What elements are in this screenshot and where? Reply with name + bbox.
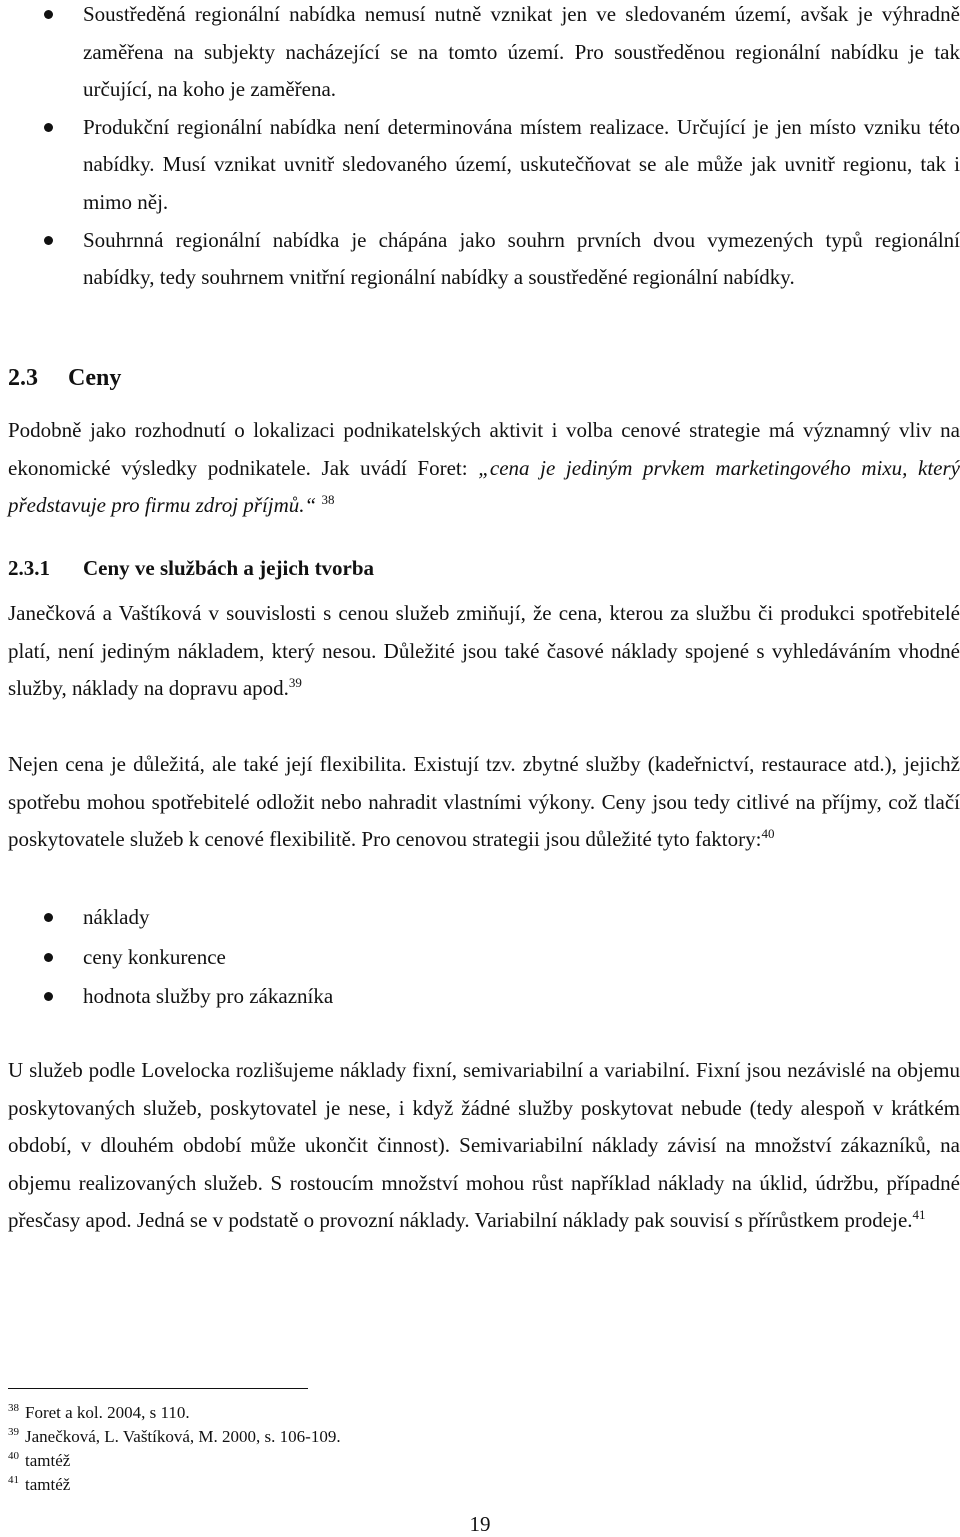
subsection-heading	[8, 556, 374, 581]
paragraph-flexibility: Nejen cena je důležitá, ale také její flexibilita. Existují tzv. zbytné služby (kadeřnictví, restaurace atd.), jejichž spotřebu mohou spotřebitelé odložit nebo nahradit vlastními výkony. Ceny jsou tedy citlivé na příjmy, což tlačí poskytovatele služeb k cenové flexibilitě. Pro cenovou strategii jsou důležité tyto faktory:$^{40}$	[8, 752, 960, 851]
footnote-ref-41: 41	[912, 1207, 926, 1222]
bullet-icon	[44, 123, 53, 132]
footnote: $^{41}$ tamtéž	[8, 1474, 71, 1494]
paragraph-lovelock: U služeb podle Lovelocka rozlišujeme náklady fixní, semivariabilní a variabilní. Fixní jsou nezávislé na objemu poskytovaných služeb, poskytovatel je nese, i když žádné služby poskytovat nebude (tedy alespoň v krátkém období, v dlouhém období může ukončit činnost). Semivariabilní náklady závisí na množství zákazníků, na objemu realizovaných služeb. S rostoucím množství mohou růst například náklady na úklid, údržbu, případné přesčasy apod. Jedná se v podstatě o provozní náklady. Variabilní náklady pak souvisí s přírůstkem prodeje.$^{41}$	[8, 1058, 960, 1232]
section-heading	[8, 365, 121, 392]
section-paragraph: Podobně jako rozhodnutí o lokalizaci podnikatelských aktivit i volba cenové strategie má významný vliv na ekonomické výsledky podnikatele. Jak uvádí Foret: „cena je jediným prvkem marketingového mixu, který představuje pro firmu zdroj příjmů.“ $^{38}$	[8, 418, 960, 517]
section-title: Ceny	[68, 365, 122, 391]
page-number: 19	[469, 1512, 491, 1536]
footnote-separator	[8, 1388, 308, 1389]
bullet-icon	[44, 236, 53, 245]
footnote-ref-39: 39	[288, 675, 302, 690]
foret-quote: „cena je jediným prvkem marketingového mixu, který představuje pro firmu zdroj příjmů.“	[8, 455, 960, 517]
list-item: Souhrnná regionální nabídka je chápána jako souhrn prvních dvou vymezených typů regionální nabídky, tedy souhrnem vnitřní regionální nabídky a soustředěné regionální nabídky.	[0, 222, 960, 297]
list-item: hodnota služby pro zákazníka	[0, 977, 960, 1017]
footnote: $^{38}$ Foret a kol. 2004, s 110.	[8, 1402, 190, 1422]
footnote: $^{40}$ tamtéž	[8, 1450, 71, 1470]
footnote: $^{39}$ Janečková, L. Vaštíková, M. 2000, s. 106-109.	[8, 1426, 341, 1446]
footnote-ref-38: 38	[321, 492, 335, 507]
list-item: náklady	[0, 898, 960, 938]
subsection-title: Ceny ve službách a jejich tvorba	[83, 556, 375, 580]
paragraph-janeckova: Janečková a Vaštíková v souvislosti s cenou služeb zmiňují, že cena, kterou za službu či produkci spotřebitelé platí, není jediným nákladem, který nesou. Důležité jsou také časové náklady spojené s vyhledáváním vhodné služby, náklady na dopravu apod.$^{39}$	[8, 601, 960, 700]
footnote-ref-40: 40	[761, 826, 775, 841]
regional-offer-list	[0, 0, 960, 297]
bullet-icon	[44, 913, 53, 922]
list-item: Produkční regionální nabídka není determinována místem realizace. Určující je jen místo vzniku této nabídky. Musí vznikat uvnitř sledovaného území, uskutečňovat se ale může jak uvnitř regionu, tak i mimo něj.	[0, 109, 960, 222]
subsection-number: 2.3.1	[8, 556, 50, 580]
bullet-icon	[44, 10, 53, 19]
list-item: ceny konkurence	[0, 938, 960, 978]
bullet-icon	[44, 953, 53, 962]
section-number: 2.3	[8, 365, 38, 391]
pricing-factors-list	[0, 898, 960, 1017]
list-item: Soustředěná regionální nabídka nemusí nutně vznikat jen ve sledovaném území, avšak je výhradně zaměřena na subjekty nacházející se na tomto území. Pro soustředěnou regionální nabídku je tak určující, na koho je zaměřena.	[0, 0, 960, 109]
bullet-icon	[44, 992, 53, 1001]
